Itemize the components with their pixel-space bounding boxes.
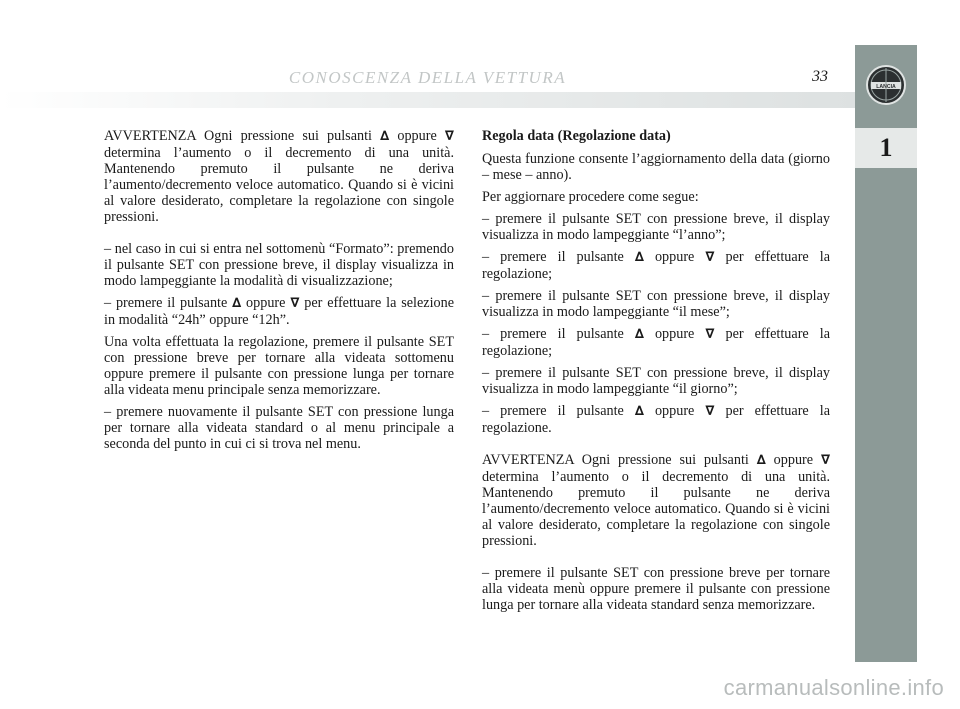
return-paragraph: – premere nuovamente il pulsante SET con pressione lunga per tornare alla videata standard o al menu principale a seconda del punto in cui ci si trova nel menu. xyxy=(104,404,454,452)
watermark: carmanualsonline.info xyxy=(723,675,944,700)
down-triangle-icon: ∇ xyxy=(820,453,830,468)
intro-paragraph: Questa funzione consente l’aggiornamento della data (giorno – mese – anno). xyxy=(482,151,830,183)
procedure-paragraph: Per aggiornare procedere come segue: xyxy=(482,189,699,205)
header-rule xyxy=(0,92,855,108)
format-submenu-paragraph: – nel caso in cui si entra nel sottomenù “Formato”: premendo il pulsante SET con pressione breve, il display visualizza in modo lampeggiante la modalità di visualizzazione; xyxy=(104,241,454,289)
step-month: – premere il pulsante SET con pressione breve, il display visualizza in modo lampeggiante “il mese”; xyxy=(482,288,830,320)
step-adjust: – premere il pulsante ∆ oppure ∇ per effettuare la regolazione; xyxy=(482,249,830,282)
step-year: – premere il pulsante SET con pressione breve, il display visualizza in modo lampeggiante “l’anno”; xyxy=(482,211,830,243)
right-column xyxy=(482,128,830,619)
final-paragraph: – premere il pulsante SET con pressione breve per tornare alla videata menù oppure premere il pulsante con pressione lunga per tornare alla videata standard senza memorizzare. xyxy=(482,565,830,613)
section-heading: Regola data (Regolazione data) xyxy=(482,128,671,144)
up-triangle-icon: ∆ xyxy=(634,250,644,265)
down-triangle-icon: ∇ xyxy=(705,327,715,342)
chapter-number: 1 xyxy=(855,128,917,168)
up-triangle-icon: ∆ xyxy=(380,129,390,144)
confirm-paragraph: Una volta effettuata la regolazione, premere il pulsante SET con pressione breve per tornare alla videata sottomenu oppure premere il pulsante con pressione lunga per tornare alla videata menu principale senza memorizzare. xyxy=(104,334,454,398)
running-header-title: CONOSCENZA DELLA VETTURA xyxy=(288,68,567,87)
down-triangle-icon: ∇ xyxy=(705,404,715,419)
left-column xyxy=(104,128,454,458)
warning-paragraph: AVVERTENZA Ogni pressione sui pulsanti ∆ oppure ∇ determina l’aumento o il decremento di una unità. Mantenendo premuto il pulsante ne deriva l’aumento/decremento veloce automatico. Quando si è vicini al valore desiderato, completare la regolazione con singole pressioni. xyxy=(104,128,454,225)
step-adjust-last: – premere il pulsante ∆ oppure ∇ per effettuare la regolazione. xyxy=(482,403,830,436)
step-adjust: – premere il pulsante ∆ oppure ∇ per effettuare la regolazione; xyxy=(482,326,830,359)
logo-text: LANCIA xyxy=(876,83,896,90)
down-triangle-icon: ∇ xyxy=(444,129,454,144)
lancia-logo-icon xyxy=(865,62,907,108)
down-triangle-icon: ∇ xyxy=(705,250,715,265)
page-number: 33 xyxy=(812,68,828,85)
up-triangle-icon: ∆ xyxy=(634,404,644,419)
format-select-paragraph: – premere il pulsante ∆ oppure ∇ per effettuare la selezione in modalità “24h” oppure “12h”. xyxy=(104,295,454,328)
step-day: – premere il pulsante SET con pressione breve, il display visualizza in modo lampeggiante “il giorno”; xyxy=(482,365,830,397)
warning-paragraph: AVVERTENZA Ogni pressione sui pulsanti ∆ oppure ∇ determina l’aumento o il decremento di una unità. Mantenendo premuto il pulsante ne deriva l’aumento/decremento veloce automatico. Quando si è vicini al valore desiderato, completare la regolazione con singole pressioni. xyxy=(482,452,830,549)
down-triangle-icon: ∇ xyxy=(290,296,300,311)
up-triangle-icon: ∆ xyxy=(634,327,644,342)
up-triangle-icon: ∆ xyxy=(756,453,766,468)
up-triangle-icon: ∆ xyxy=(232,296,242,311)
